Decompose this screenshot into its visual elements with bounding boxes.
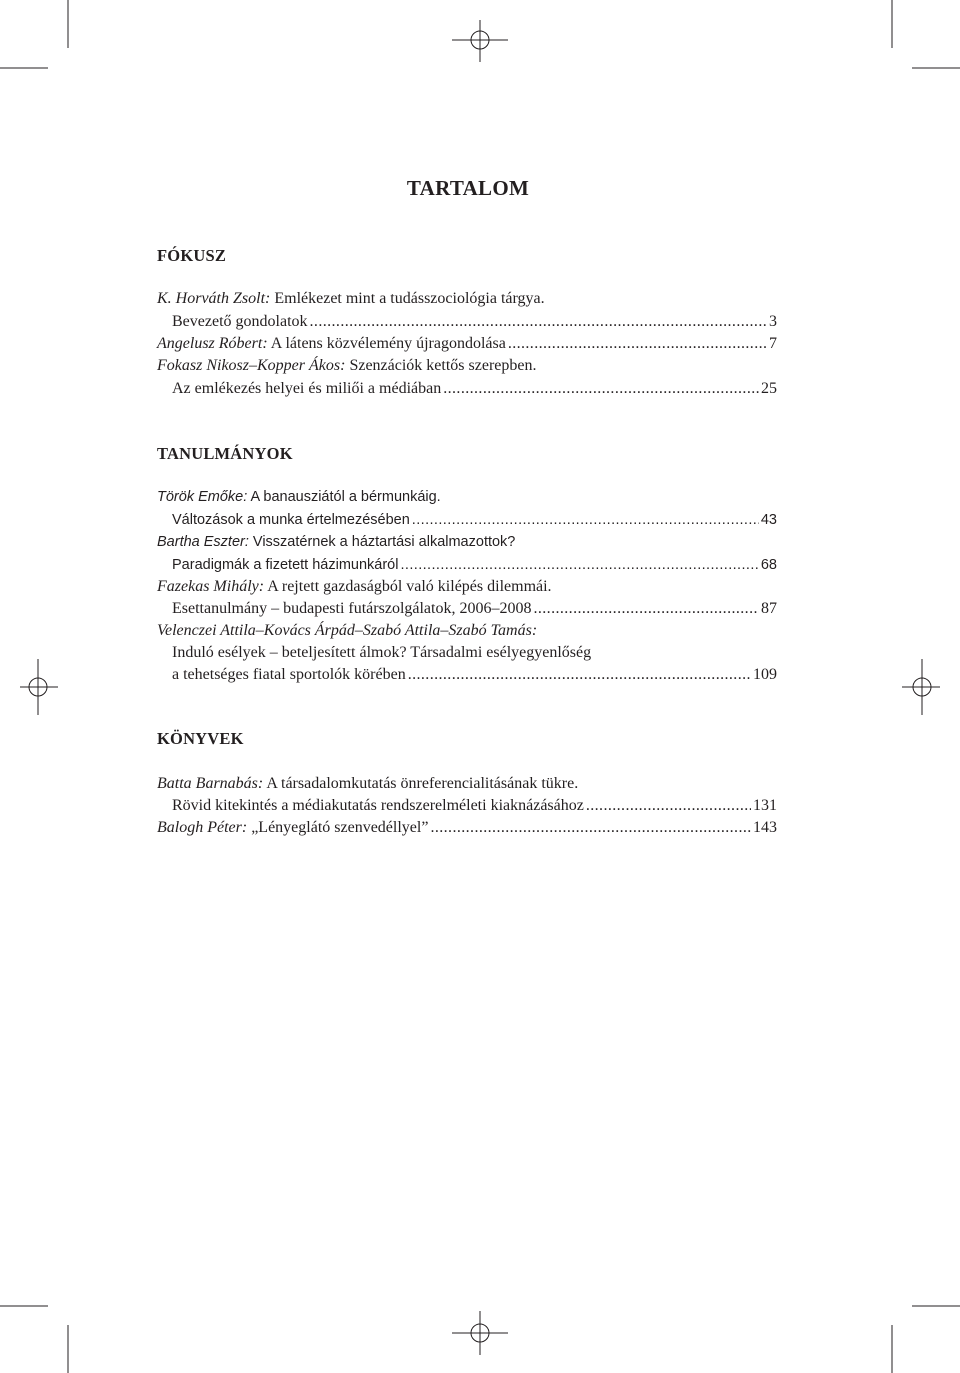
page-number: 131	[753, 797, 777, 814]
entry-author: Velenczei Attila–Kovács Árpád–Szabó Attila–Szabó Tamás:	[157, 622, 538, 639]
toc-entry-angelusz[interactable]	[157, 333, 777, 355]
entry-author: Fokasz Nikosz–Kopper Ákos:	[157, 357, 346, 374]
entry-title: „Lényeglátó szenvedéllyel”	[247, 819, 429, 836]
entry-title: Visszatérnek a háztartási alkalmazottok?	[248, 534, 516, 550]
dot-leader	[533, 598, 759, 620]
registration-target-bottom	[452, 1311, 508, 1355]
dot-leader	[408, 664, 751, 686]
entry-title: A banausziától a bérmunkáig.	[247, 489, 441, 505]
dot-leader	[443, 378, 759, 400]
page-number: 7	[769, 335, 777, 352]
entry-title: A rejtett gazdaságból való kilépés dilemmái.	[264, 578, 552, 595]
registration-target-right	[902, 659, 940, 715]
entry-title: Esettanulmány – budapesti futárszolgálatok, 2006–2008	[172, 600, 532, 617]
toc-entry-velenczei	[157, 620, 777, 642]
toc-entry-balogh[interactable]	[157, 817, 777, 839]
page-title: TARTALOM	[406, 176, 530, 200]
page-number: 87	[761, 600, 777, 617]
toc-entry-torok	[157, 486, 777, 508]
entry-title: Bevezető gondolatok	[172, 313, 308, 330]
dot-leader	[430, 817, 751, 839]
entry-title: Induló esélyek – beteljesített álmok? Társadalmi esélyegyenlőség	[172, 644, 592, 661]
toc-entry-horvath	[157, 288, 777, 310]
entry-title: a tehetséges fiatal sportolók körében	[172, 666, 406, 683]
registration-target-top	[452, 20, 508, 62]
dot-leader	[400, 554, 758, 576]
entry-author: Török Emőke:	[157, 489, 248, 505]
dot-leader	[508, 333, 767, 355]
entry-author: Angelusz Róbert:	[157, 335, 268, 352]
page-number: 143	[753, 819, 777, 836]
toc-entry-horvath-cont[interactable]	[172, 311, 777, 333]
entry-title: Paradigmák a fizetett házimunkáról	[172, 557, 399, 573]
section-heading-fokusz: FÓKUSZ	[157, 246, 227, 265]
toc-entry-fokasz-cont[interactable]	[172, 378, 777, 400]
dot-leader	[310, 311, 767, 333]
entry-title: Szenzációk kettős szerepben.	[345, 357, 537, 374]
entry-author: K. Horváth Zsolt:	[157, 290, 271, 307]
toc-entry-batta-cont[interactable]	[172, 795, 777, 817]
section-heading-tanulmanyok: TANULMÁNYOK	[157, 444, 293, 463]
toc-entry-velenczei-cont2[interactable]	[172, 664, 777, 686]
toc-entry-fazekas-cont[interactable]	[172, 598, 777, 620]
entry-title: Emlékezet mint a tudásszociológia tárgya.	[270, 290, 545, 307]
page-number: 68	[760, 557, 777, 573]
page-number: 25	[761, 380, 777, 397]
entry-author: Batta Barnabás:	[157, 775, 264, 792]
entry-author: Bartha Eszter:	[157, 534, 249, 550]
toc-entry-bartha	[157, 531, 777, 553]
toc-entry-fazekas	[157, 576, 777, 598]
toc-entry-torok-cont[interactable]	[172, 509, 777, 531]
toc-entry-fokasz	[157, 355, 777, 377]
entry-title: A társadalomkutatás önreferencialitásának tükre.	[263, 775, 579, 792]
dot-leader	[586, 795, 751, 817]
entry-title: Az emlékezés helyei és miliői a médiában	[172, 380, 442, 397]
entry-title: A látens közvélemény újragondolása	[267, 335, 506, 352]
section-heading-konyvek: KÖNYVEK	[157, 729, 244, 748]
toc-entry-bartha-cont[interactable]	[172, 554, 777, 576]
page-number: 109	[753, 666, 777, 683]
toc-entry-velenczei-cont1	[172, 642, 777, 664]
entry-title: Változások a munka értelmezésében	[172, 512, 410, 528]
page-number: 3	[769, 313, 777, 330]
entry-author: Fazekas Mihály:	[157, 578, 265, 595]
toc-entry-batta	[157, 773, 777, 795]
dot-leader	[412, 509, 759, 531]
entry-author: Balogh Péter:	[157, 819, 248, 836]
entry-title: Rövid kitekintés a médiakutatás rendszerelméleti kiaknázásához	[172, 797, 584, 814]
page-number: 43	[760, 512, 777, 528]
registration-target-left	[20, 659, 58, 715]
